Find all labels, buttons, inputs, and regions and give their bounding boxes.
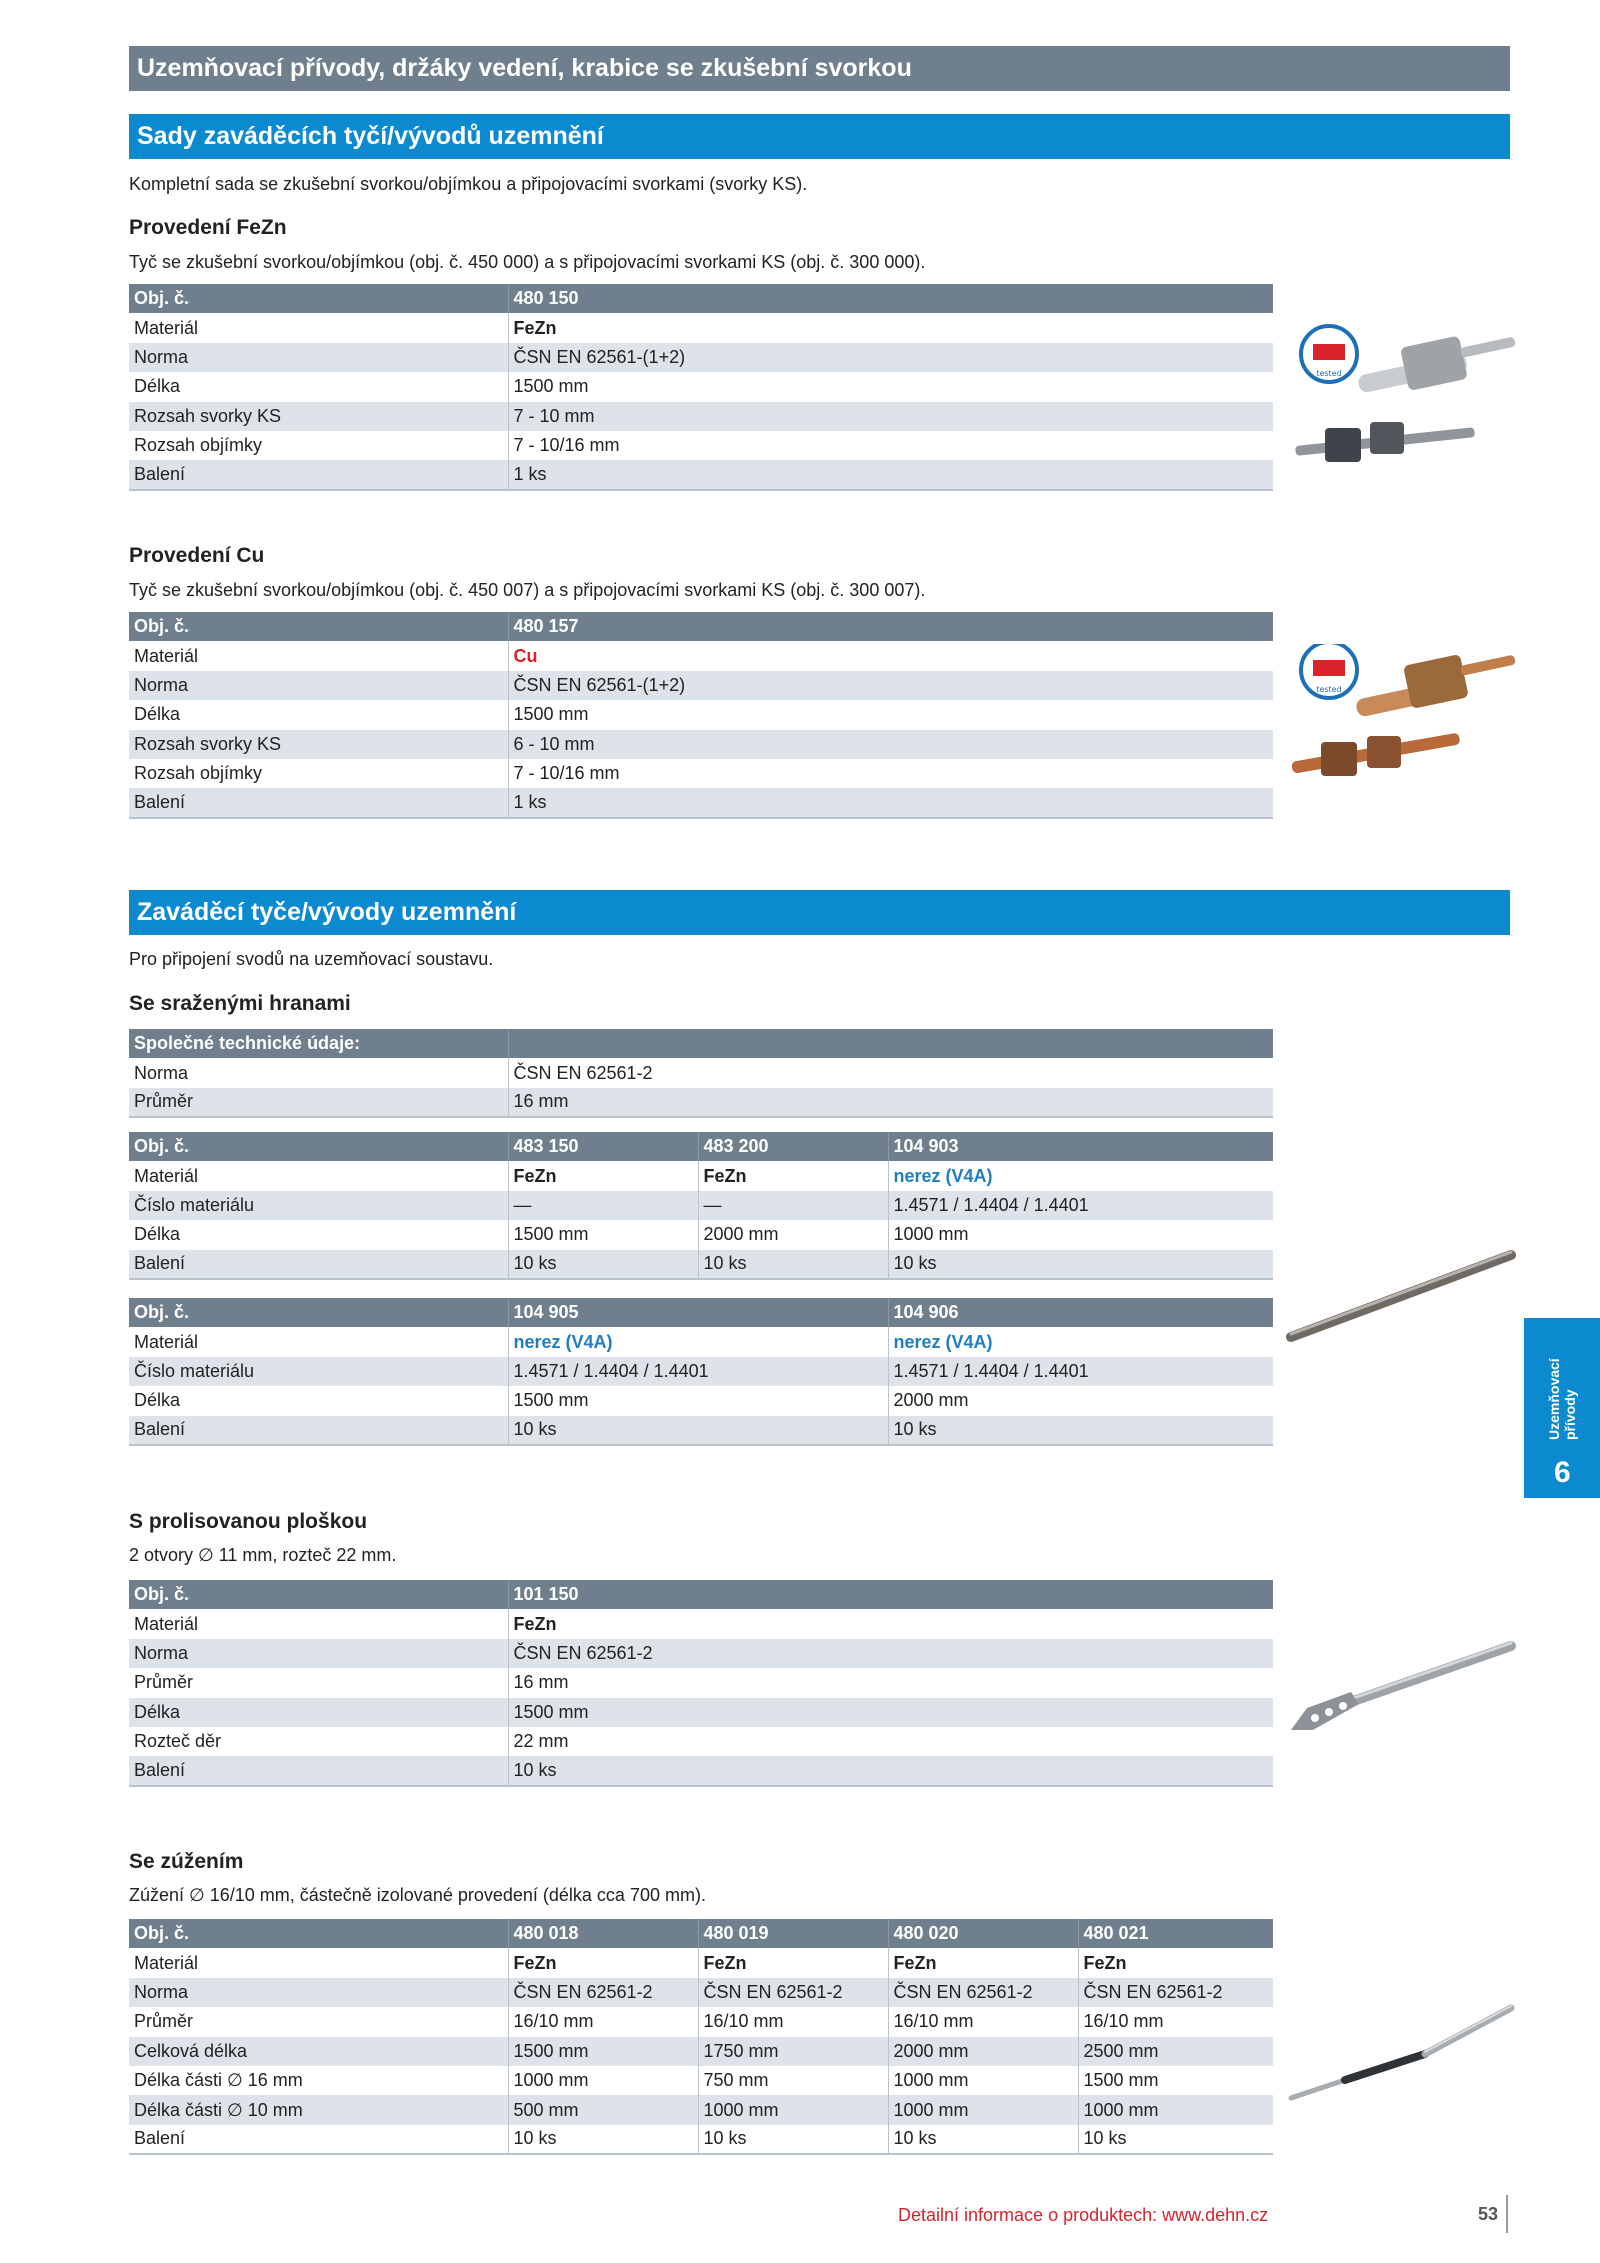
desc-taper: Zúžení ∅ 16/10 mm, částečně izolované provedení (délka cca 700 mm). (129, 1885, 706, 1905)
table-header-row (129, 284, 1273, 313)
desc-flat: 2 otvory ∅ 11 mm, rozteč 22 mm. (129, 1545, 397, 1565)
chamfer-rod-product-image (1285, 1245, 1517, 1355)
value-cell: 1.4571 / 1.4404 / 1.4401 (508, 1357, 888, 1386)
tested-badge-text: tested (1316, 369, 1342, 378)
row-label-cell: Balení (129, 1416, 508, 1445)
row-label-cell: Délka části ∅ 16 mm (129, 2066, 508, 2095)
table-row (129, 1161, 1273, 1190)
row-label-cell: Balení (129, 2125, 508, 2154)
row-label-cell: Rozsah objímky (129, 431, 508, 460)
table-row (129, 343, 1273, 372)
value-cell: 480 019 (698, 1919, 888, 1948)
table-row (129, 759, 1273, 788)
row-label-cell: Balení (129, 1756, 508, 1785)
value-cell (508, 1029, 1273, 1058)
section-title-sets: Sady zaváděcích tyčí/vývodů uzemnění (129, 114, 1510, 159)
value-cell: ČSN EN 62561-2 (508, 1058, 1273, 1087)
value-cell: 7 - 10 mm (508, 402, 1273, 431)
row-label-cell: Norma (129, 343, 508, 372)
table-row (129, 1327, 1273, 1356)
row-label-cell: Délka (129, 372, 508, 401)
row-label-cell: Balení (129, 460, 508, 489)
row-label-cell: Norma (129, 1978, 508, 2007)
value-cell: Cu (508, 641, 1273, 670)
value-cell: 7 - 10/16 mm (508, 759, 1273, 788)
table-row (129, 460, 1273, 489)
row-label-cell: Rozsah objímky (129, 759, 508, 788)
value-cell: FeZn (698, 1948, 888, 1977)
value-cell: 16 mm (508, 1668, 1273, 1697)
value-cell: 480 020 (888, 1919, 1078, 1948)
value-cell: 480 157 (508, 612, 1273, 641)
row-label-cell: Materiál (129, 1609, 508, 1638)
value-cell: 10 ks (508, 1756, 1273, 1785)
table-row (129, 2007, 1273, 2036)
value-cell: 483 150 (508, 1132, 698, 1161)
row-label-cell: Obj. č. (129, 1580, 508, 1609)
row-label-cell: Celková délka (129, 2037, 508, 2066)
row-label-cell: Délka (129, 700, 508, 729)
value-cell: 1000 mm (1078, 2095, 1273, 2124)
value-cell: 10 ks (888, 2125, 1078, 2154)
subheading-fezn: Provedení FeZn (129, 216, 287, 239)
spec-table-fezn (129, 284, 1273, 491)
table-row (129, 1668, 1273, 1697)
table-row (129, 730, 1273, 759)
spec-table-flat (129, 1580, 1273, 1787)
value-cell: 2000 mm (888, 1386, 1273, 1415)
desc-fezn: Tyč se zkušební svorkou/objímkou (obj. č. 450 000) a s připojovacími svorkami KS (obj. č. 300 000). (129, 252, 926, 272)
value-cell: 483 200 (698, 1132, 888, 1161)
table-row (129, 1088, 1273, 1117)
row-label-cell: Obj. č. (129, 1298, 508, 1327)
subheading-cu: Provedení Cu (129, 544, 265, 567)
row-label-cell: Průměr (129, 1088, 508, 1117)
value-cell: 10 ks (1078, 2125, 1273, 2154)
subheading-flat: S prolisovanou ploškou (129, 1510, 368, 1533)
spec-table-chamfer-2 (129, 1298, 1273, 1446)
spec-table-taper (129, 1919, 1273, 2155)
table-row (129, 1416, 1273, 1445)
subheading-taper: Se zúžením (129, 1850, 244, 1873)
row-label-cell: Materiál (129, 641, 508, 670)
value-cell: 1.4571 / 1.4404 / 1.4401 (888, 1191, 1273, 1220)
value-cell: nerez (V4A) (888, 1327, 1273, 1356)
section-intro-rods: Pro připojení svodů na uzemňovací soustavu. (129, 949, 494, 969)
value-cell: ČSN EN 62561-2 (698, 1978, 888, 2007)
row-label-cell: Rozteč děr (129, 1727, 508, 1756)
table-row (129, 1357, 1273, 1386)
value-cell: 10 ks (888, 1250, 1273, 1279)
row-label-cell: Balení (129, 788, 508, 817)
row-label-cell: Číslo materiálu (129, 1357, 508, 1386)
page-header-title: Uzemňovací přívody, držáky vedení, krabice se zkušební svorkou (129, 46, 1510, 91)
subheading-chamfer: Se sraženými hranami (129, 992, 351, 1015)
row-label-cell: Materiál (129, 1327, 508, 1356)
table-row (129, 431, 1273, 460)
value-cell: 104 906 (888, 1298, 1273, 1327)
value-cell: 10 ks (698, 2125, 888, 2154)
row-label-cell: Délka (129, 1698, 508, 1727)
value-cell: 1500 mm (508, 372, 1273, 401)
value-cell: ČSN EN 62561-2 (508, 1978, 698, 2007)
table-row (129, 700, 1273, 729)
value-cell: — (508, 1191, 698, 1220)
value-cell: 22 mm (508, 1727, 1273, 1756)
section-intro-sets: Kompletní sada se zkušební svorkou/objímkou a připojovacími svorkami (svorky KS). (129, 174, 808, 194)
cu-set-product-image (1285, 644, 1517, 814)
value-cell: 480 021 (1078, 1919, 1273, 1948)
fezn-set-product-image (1285, 318, 1517, 488)
value-cell: 1000 mm (888, 1220, 1273, 1249)
value-cell: — (698, 1191, 888, 1220)
value-cell: 104 903 (888, 1132, 1273, 1161)
value-cell: FeZn (888, 1948, 1078, 1977)
table-row (129, 1609, 1273, 1638)
value-cell: 1500 mm (1078, 2066, 1273, 2095)
table-row (129, 1250, 1273, 1279)
value-cell: 10 ks (508, 2125, 698, 2154)
value-cell: 7 - 10/16 mm (508, 431, 1273, 460)
value-cell: ČSN EN 62561-(1+2) (508, 343, 1273, 372)
value-cell: 1500 mm (508, 2037, 698, 2066)
value-cell: 1000 mm (508, 2066, 698, 2095)
value-cell: 104 905 (508, 1298, 888, 1327)
desc-cu: Tyč se zkušební svorkou/objímkou (obj. č. 450 007) a s připojovacími svorkami KS (obj. č. 300 007). (129, 580, 926, 600)
chapter-side-tab (1524, 1318, 1600, 1498)
value-cell: 16/10 mm (1078, 2007, 1273, 2036)
value-cell: 1000 mm (698, 2095, 888, 2124)
table-row (129, 1727, 1273, 1756)
spec-table-common (129, 1029, 1273, 1118)
value-cell: 16/10 mm (888, 2007, 1078, 2036)
row-label-cell: Společné technické údaje: (129, 1029, 508, 1058)
spec-table-cu (129, 612, 1273, 819)
table-row (129, 1220, 1273, 1249)
table-row (129, 641, 1273, 670)
value-cell: 101 150 (508, 1580, 1273, 1609)
value-cell: ČSN EN 62561-2 (508, 1639, 1273, 1668)
value-cell: 10 ks (698, 1250, 888, 1279)
value-cell: 1500 mm (508, 1386, 888, 1415)
row-label-cell: Rozsah svorky KS (129, 730, 508, 759)
row-label-cell: Obj. č. (129, 1132, 508, 1161)
table-row (129, 1978, 1273, 2007)
row-label-cell: Materiál (129, 1948, 508, 1977)
section-title-rods: Zaváděcí tyče/vývody uzemnění (129, 890, 1510, 935)
spec-table-chamfer-1 (129, 1132, 1273, 1280)
value-cell: FeZn (508, 1161, 698, 1190)
table-row (129, 1639, 1273, 1668)
value-cell: 480 150 (508, 284, 1273, 313)
row-label-cell: Délka (129, 1220, 508, 1249)
value-cell: 480 018 (508, 1919, 698, 1948)
page-number: 53 (1478, 2204, 1499, 2224)
table-row (129, 313, 1273, 342)
row-label-cell: Materiál (129, 313, 508, 342)
table-row (129, 1698, 1273, 1727)
side-tab-label: Uzemňovací přívody (1546, 1358, 1578, 1440)
value-cell: FeZn (1078, 1948, 1273, 1977)
row-label-cell: Norma (129, 1058, 508, 1087)
row-label-cell: Rozsah svorky KS (129, 402, 508, 431)
row-label-cell: Průměr (129, 2007, 508, 2036)
row-label-cell: Balení (129, 1250, 508, 1279)
table-row (129, 1386, 1273, 1415)
value-cell: 1 ks (508, 460, 1273, 489)
value-cell: 16/10 mm (508, 2007, 698, 2036)
row-label-cell: Obj. č. (129, 612, 508, 641)
table-header-row (129, 1919, 1273, 1948)
table-row (129, 1191, 1273, 1220)
value-cell: 750 mm (698, 2066, 888, 2095)
row-label-cell: Délka (129, 1386, 508, 1415)
table-row (129, 372, 1273, 401)
value-cell: ČSN EN 62561-2 (888, 1978, 1078, 2007)
table-row (129, 402, 1273, 431)
taper-rod-product-image (1285, 2000, 1517, 2110)
table-row (129, 1058, 1273, 1087)
value-cell: ČSN EN 62561-(1+2) (508, 671, 1273, 700)
value-cell: 16 mm (508, 1088, 1273, 1117)
value-cell: 10 ks (888, 1416, 1273, 1445)
table-header-row (129, 1132, 1273, 1161)
value-cell: nerez (V4A) (888, 1161, 1273, 1190)
value-cell: 1750 mm (698, 2037, 888, 2066)
row-label-cell: Norma (129, 1639, 508, 1668)
page-number-rule (1506, 2195, 1508, 2233)
row-label-cell: Číslo materiálu (129, 1191, 508, 1220)
value-cell: 1500 mm (508, 1698, 1273, 1727)
table-header-row (129, 1029, 1273, 1058)
value-cell: 1000 mm (888, 2095, 1078, 2124)
table-row (129, 1948, 1273, 1977)
value-cell: 6 - 10 mm (508, 730, 1273, 759)
table-row (129, 1756, 1273, 1785)
row-label-cell: Obj. č. (129, 284, 508, 313)
value-cell: FeZn (508, 1948, 698, 1977)
row-label-cell: Materiál (129, 1161, 508, 1190)
value-cell: 2000 mm (888, 2037, 1078, 2066)
value-cell: 1500 mm (508, 700, 1273, 729)
row-label-cell: Průměr (129, 1668, 508, 1697)
table-row (129, 671, 1273, 700)
value-cell: 1500 mm (508, 1220, 698, 1249)
tested-badge-text-cu: tested (1316, 685, 1342, 694)
table-header-row (129, 1298, 1273, 1327)
value-cell: 2500 mm (1078, 2037, 1273, 2066)
value-cell: ČSN EN 62561-2 (1078, 1978, 1273, 2007)
value-cell: nerez (V4A) (508, 1327, 888, 1356)
table-row (129, 2125, 1273, 2154)
value-cell: 16/10 mm (698, 2007, 888, 2036)
table-header-row (129, 612, 1273, 641)
footer-product-info-link[interactable]: Detailní informace o produktech: www.dehn.cz (898, 2205, 1269, 2225)
value-cell: 1 ks (508, 788, 1273, 817)
table-row (129, 2095, 1273, 2124)
value-cell: 1000 mm (888, 2066, 1078, 2095)
value-cell: FeZn (508, 313, 1273, 342)
value-cell: FeZn (698, 1161, 888, 1190)
value-cell: 10 ks (508, 1250, 698, 1279)
value-cell: 2000 mm (698, 1220, 888, 1249)
row-label-cell: Norma (129, 671, 508, 700)
table-header-row (129, 1580, 1273, 1609)
row-label-cell: Obj. č. (129, 1919, 508, 1948)
value-cell: 10 ks (508, 1416, 888, 1445)
value-cell: FeZn (508, 1609, 1273, 1638)
value-cell: 500 mm (508, 2095, 698, 2124)
side-tab-number: 6 (1554, 1456, 1571, 1489)
value-cell: 1.4571 / 1.4404 / 1.4401 (888, 1357, 1273, 1386)
table-row (129, 2066, 1273, 2095)
row-label-cell: Délka části ∅ 10 mm (129, 2095, 508, 2124)
table-row (129, 2037, 1273, 2066)
table-row (129, 788, 1273, 817)
flat-rod-product-image (1285, 1638, 1517, 1748)
